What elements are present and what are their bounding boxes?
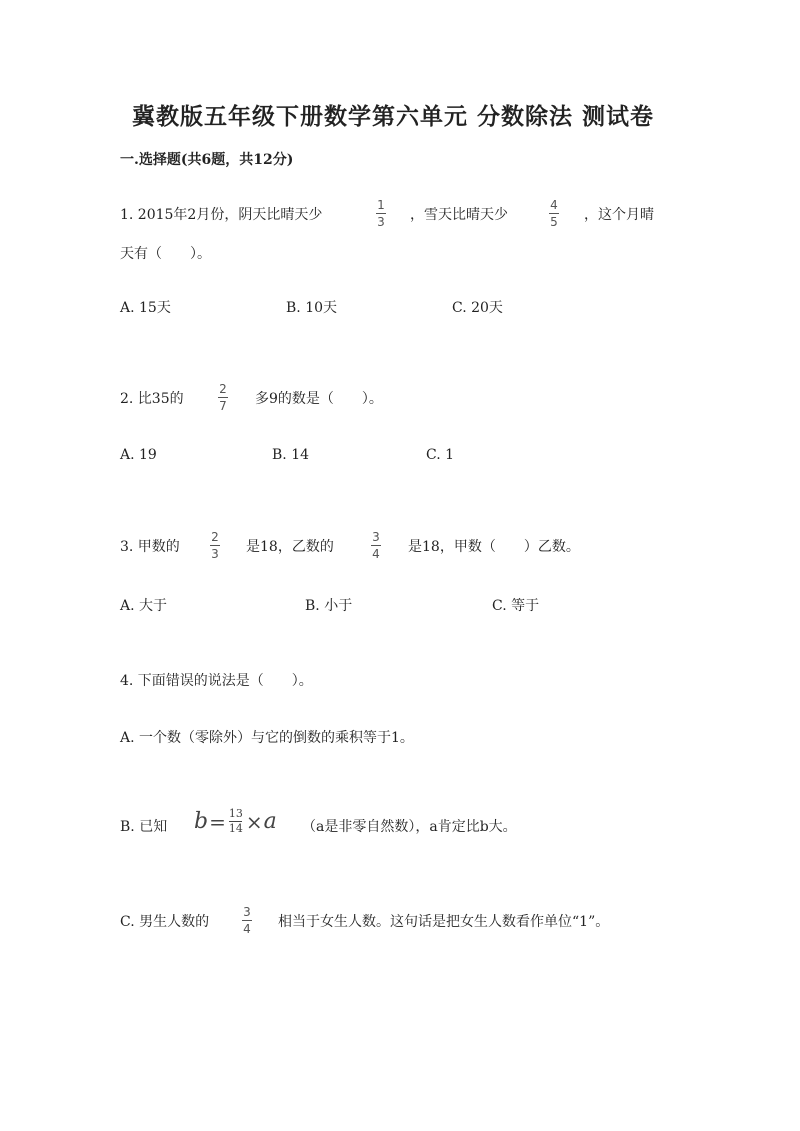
- q4-option-a: A. 一个数（零除外）与它的倒数的乘积等于1。: [120, 730, 414, 746]
- q3-text-part1: 3. 甲数的: [120, 539, 180, 555]
- q2-text-part1: 2. 比35的: [120, 391, 184, 407]
- q3-fraction-2-denominator: 4: [372, 547, 380, 561]
- q1-text-part2: ，雪天比晴天少: [410, 207, 508, 223]
- q1-option-b: B. 10天: [286, 300, 338, 316]
- q1-option-a: A. 15天: [120, 300, 171, 316]
- q3-fraction-1-denominator: 3: [211, 547, 219, 561]
- q4-stem: 4. 下面错误的说法是（ ）。: [120, 673, 313, 689]
- q1-fraction-2-denominator: 5: [550, 215, 558, 229]
- q3-option-a: A. 大于: [120, 598, 168, 614]
- q2-option-c: C. 1: [426, 447, 455, 463]
- q4-option-b-formula: [194, 808, 277, 835]
- q4-option-c-fraction: [242, 905, 252, 936]
- q2-fraction-denominator: 7: [219, 399, 227, 413]
- q2-text-part2: 多9的数是（ ）。: [255, 391, 383, 407]
- q2-fraction: [218, 382, 228, 413]
- q1-fraction-1-numerator: 1: [377, 198, 385, 212]
- formula-lhs-var: b: [194, 809, 209, 834]
- q1-fraction-2-numerator: 4: [550, 198, 558, 212]
- formula-fraction-numerator: 13: [228, 807, 243, 820]
- q2-option-b: B. 14: [272, 447, 310, 463]
- q4-option-c-fraction-numerator: 3: [243, 905, 251, 919]
- q2-fraction-numerator: 2: [219, 382, 227, 396]
- q1-option-c: C. 20天: [452, 300, 503, 316]
- q3-option-c: C. 等于: [492, 598, 540, 614]
- q3-fraction-1-numerator: 2: [211, 530, 219, 544]
- formula-equals: =: [209, 809, 226, 834]
- page-title: 冀教版五年级下册数学第六单元 分数除法 测试卷: [132, 103, 655, 130]
- q1-text-part3: ，这个月晴: [584, 207, 654, 223]
- q1-fraction-2: [549, 198, 559, 229]
- formula-fraction-denominator: 14: [228, 822, 243, 835]
- q3-text-part2: 是18，乙数的: [246, 539, 334, 555]
- formula-fraction: [229, 808, 243, 835]
- q1-text-part1: 1. 2015年2月份，阴天比晴天少: [120, 207, 323, 223]
- formula-rhs-var: a: [263, 809, 277, 834]
- q1-text-line2: 天有（ ）。: [120, 246, 211, 262]
- q3-fraction-1: [210, 530, 220, 561]
- q4-option-c-prefix: C. 男生人数的: [120, 914, 210, 930]
- q1-fraction-1: [376, 198, 386, 229]
- q4-option-b-suffix: （a是非零自然数），a肯定比b大。: [302, 819, 517, 835]
- q4-option-b-prefix: B. 已知: [120, 819, 168, 835]
- q1-fraction-1-denominator: 3: [377, 215, 385, 229]
- q4-option-c-fraction-denominator: 4: [243, 922, 251, 936]
- q3-option-b: B. 小于: [305, 598, 353, 614]
- q4-option-c-suffix: 相当于女生人数。这句话是把女生人数看作单位“1”。: [278, 914, 610, 930]
- q2-option-a: A. 19: [120, 447, 157, 463]
- q3-text-part3: 是18，甲数（ ）乙数。: [408, 539, 580, 555]
- q3-fraction-2-numerator: 3: [372, 530, 380, 544]
- section-heading: 一.选择题(共6题，共12分): [120, 152, 294, 168]
- q3-fraction-2: [371, 530, 381, 561]
- formula-times: ×: [245, 809, 263, 834]
